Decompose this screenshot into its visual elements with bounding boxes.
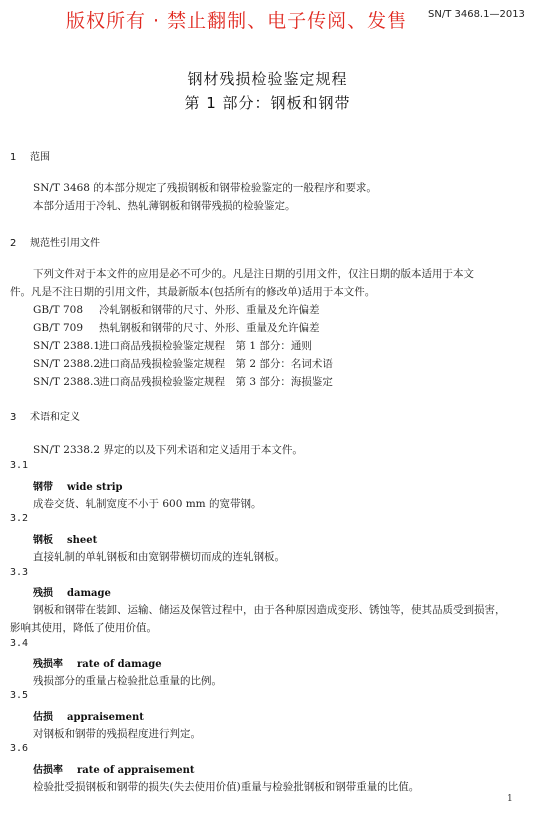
section-number: 2 [10,238,17,249]
term-cn: 估损率 [33,765,63,776]
term-heading [33,478,123,493]
term-number: 3.4 [10,638,29,649]
standard-number: SN/T 3468.1—2013 [428,9,525,20]
section-title: 范围 [30,152,50,163]
term-definition: 残损部分的重量占检验批总重量的比例。 [33,675,222,687]
reference-code: SN/T 2388.3 [33,376,100,388]
reference-item [33,374,333,389]
term-definition: 钢板和钢带在装卸、运输、储运及保管过程中，由于各种原因造成变形、锈蚀等，使其品质受到损害， [33,604,506,616]
term-en: wide strip [67,482,123,493]
term-cn: 估损 [33,712,53,723]
term-en: appraisement [67,712,144,723]
term-heading [33,761,195,776]
reference-title: 进口商品残损检验鉴定规程 第 2 部分：名词术语 [99,358,333,370]
section-1-para-1: SN/T 3468 的本部分规定了残损钢板和钢带检验鉴定的一般程序和要求。 [33,182,377,194]
section-number: 1 [10,152,17,163]
term-cn: 钢带 [33,482,53,493]
term-number: 3.2 [10,513,29,524]
reference-code: GB/T 709 [33,322,84,334]
page-number: 1 [507,794,513,804]
reference-code: GB/T 708 [33,304,84,316]
term-cn: 钢板 [33,535,53,546]
section-3-intro: SN/T 2338.2 界定的以及下列术语和定义适用于本文件。 [33,444,303,456]
reference-item [33,356,333,371]
term-heading [33,531,97,546]
section-title: 术语和定义 [30,412,80,423]
document-title: 钢材残损检验鉴定规程 [187,70,348,88]
reference-item [33,320,320,335]
term-en: damage [67,588,111,599]
term-en: rate of appraisement [77,765,195,776]
reference-item [33,302,320,317]
term-cn: 残损率 [33,659,63,670]
term-number: 3.1 [10,460,29,471]
reference-title: 进口商品残损检验鉴定规程 第 1 部分：通则 [99,340,312,352]
term-number: 3.5 [10,690,29,701]
term-en: rate of damage [77,659,162,670]
section-1-heading [10,148,50,163]
term-definition: 检验批受损钢板和钢带的损失(失去使用价值)重量与检验批钢板和钢带重量的比值。 [33,781,420,793]
term-definition: 对钢板和钢带的残损程度进行判定。 [33,728,201,740]
term-heading [33,708,144,723]
section-title: 规范性引用文件 [30,238,100,249]
reference-code: SN/T 2388.1 [33,340,100,352]
term-cn: 残损 [33,588,53,599]
reference-title: 冷轧钢板和钢带的尺寸、外形、重量及允许偏差 [99,304,320,316]
reference-item [33,338,312,353]
reference-title: 热轧钢板和钢带的尺寸、外形、重量及允许偏差 [99,322,320,334]
reference-code: SN/T 2388.2 [33,358,100,370]
section-3-heading [10,408,80,423]
term-heading [33,655,162,670]
watermark-text: 版权所有 · 禁止翻制、电子传阅、发售 [66,10,408,32]
section-number: 3 [10,412,17,423]
term-definition-continued: 影响其使用，降低了使用价值。 [10,622,157,634]
section-2-para-line-2: 件。凡是不注日期的引用文件，其最新版本(包括所有的修改单)适用于本文件。 [10,286,376,298]
term-heading [33,584,111,599]
term-en: sheet [67,535,98,546]
section-2-heading [10,234,100,249]
term-number: 3.6 [10,743,29,754]
section-2-para-line-1: 下列文件对于本文件的应用是必不可少的。凡是注日期的引用文件，仅注日期的版本适用于本文 [33,268,474,280]
term-definition: 直接轧制的单轧钢板和由宽钢带横切而成的连轧钢板。 [33,551,285,563]
document-subtitle: 第 1 部分：钢板和钢带 [184,94,351,112]
term-definition: 成卷交货、轧制宽度不小于 600 mm 的宽带钢。 [33,498,262,510]
section-1-para-2: 本部分适用于冷轧、热轧薄钢板和钢带残损的检验鉴定。 [33,200,296,212]
term-number: 3.3 [10,567,29,578]
reference-title: 进口商品残损检验鉴定规程 第 3 部分：海损鉴定 [99,376,333,388]
